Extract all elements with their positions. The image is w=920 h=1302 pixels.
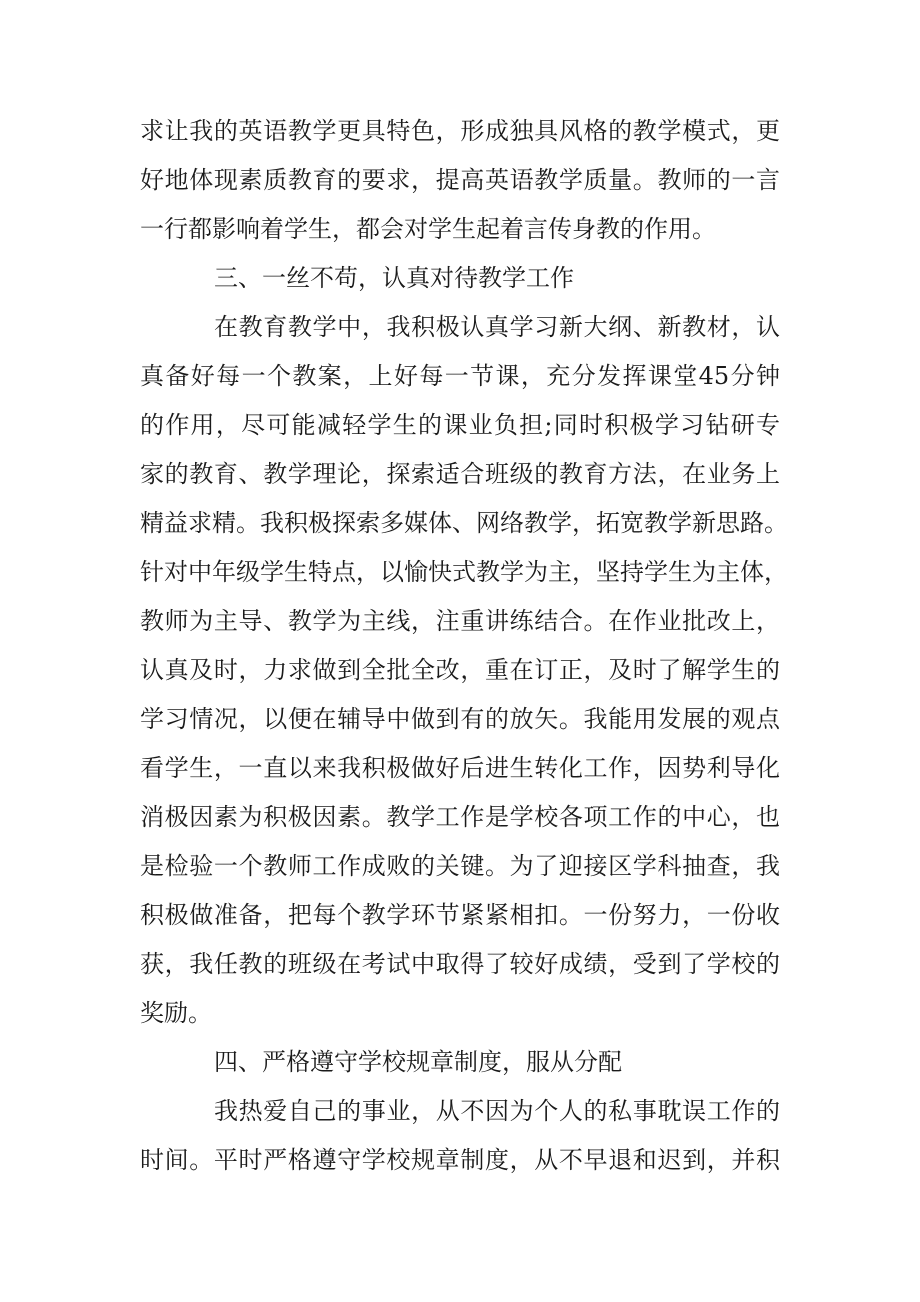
- paragraph-line: 是检验一个教师工作成败的关键。为了迎接区学科抽查，我: [140, 852, 780, 880]
- paragraph-line: 求让我的英语教学更具特色，形成独具风格的教学模式，更: [140, 117, 780, 145]
- paragraph-line: 一行都影响着学生，都会对学生起着言传身教的作用。: [140, 215, 716, 243]
- section-heading-3: 三、一丝不苟，认真对待教学工作: [214, 264, 574, 292]
- section-heading-4: 四、严格遵守学校规章制度，服从分配: [214, 1048, 622, 1076]
- paragraph-line: 真备好每一个教案，上好每一节课，充分发挥课堂45分钟: [140, 362, 780, 390]
- document-body: [140, 107, 788, 1185]
- paragraph-line: 我热爱自己的事业，从不因为个人的私事耽误工作的: [214, 1097, 780, 1125]
- paragraph-line: 学习情况，以便在辅导中做到有的放矢。我能用发展的观点: [140, 705, 780, 733]
- paragraph-line: 针对中年级学生特点，以愉快式教学为主，坚持学生为主体，: [140, 558, 788, 586]
- paragraph-line: 奖励。: [140, 999, 212, 1027]
- paragraph-line: 认真及时，力求做到全批全改，重在订正，及时了解学生的: [140, 656, 780, 684]
- paragraph-line: 家的教育、教学理论，探索适合班级的教育方法，在业务上: [140, 460, 780, 488]
- paragraph-line: 的作用，尽可能减轻学生的课业负担;同时积极学习钻研专: [140, 411, 780, 439]
- paragraph-line: 看学生，一直以来我积极做好后进生转化工作，因势利导化: [140, 754, 780, 782]
- paragraph-line: 精益求精。我积极探索多媒体、网络教学，拓宽教学新思路。: [140, 509, 788, 537]
- paragraph-line: 消极因素为积极因素。教学工作是学校各项工作的中心，也: [140, 803, 780, 831]
- paragraph-line: 教师为主导、教学为主线，注重讲练结合。在作业批改上，: [140, 607, 780, 635]
- paragraph-line: 好地体现素质教育的要求，提高英语教学质量。教师的一言: [140, 166, 780, 194]
- paragraph-line: 获，我任教的班级在考试中取得了较好成绩，受到了学校的: [140, 950, 780, 978]
- paragraph-line: 时间。平时严格遵守学校规章制度，从不早退和迟到，并积: [140, 1146, 780, 1174]
- paragraph-line: 积极做准备，把每个教学环节紧紧相扣。一份努力，一份收: [140, 901, 780, 929]
- paragraph-line: 在教育教学中，我积极认真学习新大纲、新教材，认: [214, 313, 780, 341]
